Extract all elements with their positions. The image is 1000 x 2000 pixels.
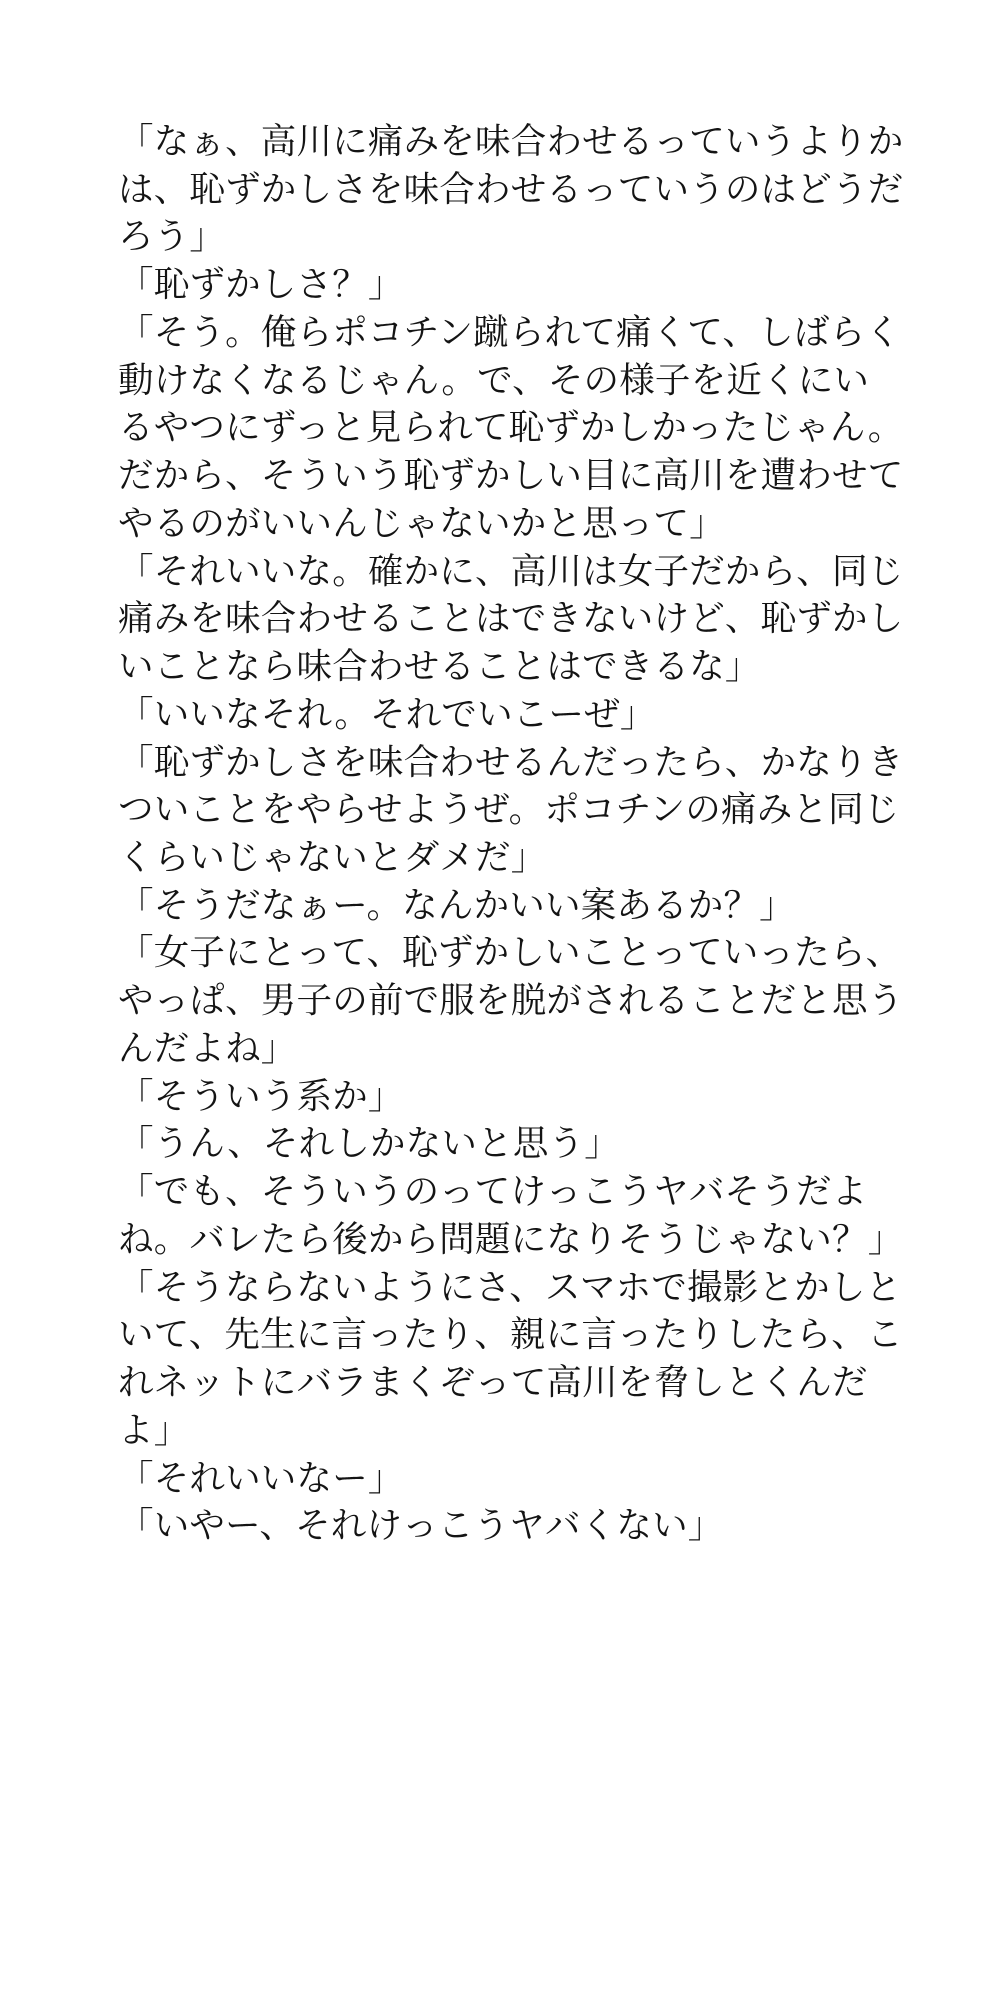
paragraph: 「そうだなぁー。なんかいい案あるか？」 — [118, 884, 795, 925]
paragraph: 「それいいな。確かに、高川は女子だから、同じ痛みを味合わせることはできないけど、恥ずかしいことなら味合わせることはできるな」 — [118, 550, 904, 687]
paragraph: 「女子にとって、恥ずかしいことっていったら、やっぱ、男子の前で服を脱がされることだと思うんだよね」 — [118, 932, 904, 1068]
paragraph: 「恥ずかしさを味合わせるんだったら、かなりきついことをやらせようぜ。ポコチンの痛みと同じくらいじゃないとダメだ」 — [118, 741, 904, 878]
paragraph: 「そうならないようにさ、スマホで撮影とかしといて、先生に言ったり、親に言ったりしたら、これネットにバラまくぞって高川を脅しとくんだよ」 — [118, 1266, 903, 1450]
paragraph: 「でも、そういうのってけっこうヤバそうだよね。バレたら後から問題になりそうじゃない？」 — [118, 1171, 904, 1259]
paragraph: 「そういう系か」 — [118, 1075, 404, 1116]
paragraph: 「いいなそれ。それでいこーぜ」 — [118, 693, 656, 734]
paragraph: 「なぁ、高川に痛みを味合わせるっていうよりかは、恥ずかしさを味合わせるっていうのはどうだろう」 — [118, 121, 904, 257]
paragraph: 「恥ずかしさ？」 — [118, 264, 404, 305]
paragraph: 「いやー、それけっこうヤバくない」 — [118, 1505, 724, 1546]
document-body — [118, 118, 904, 1550]
paragraph: 「そう。俺らポコチン蹴られて痛くて、しばらく動けなくなるじゃん。で、その様子を近くにいるやつにずっと見られて恥ずかしかったじゃん。だから、そういう恥ずかしい目に高川を遭わせてやるのがいいんじゃないかと思って」 — [118, 311, 904, 543]
paragraph: 「それいいなー」 — [118, 1457, 404, 1498]
paragraph: 「うん、それしかないと思う」 — [118, 1123, 620, 1164]
